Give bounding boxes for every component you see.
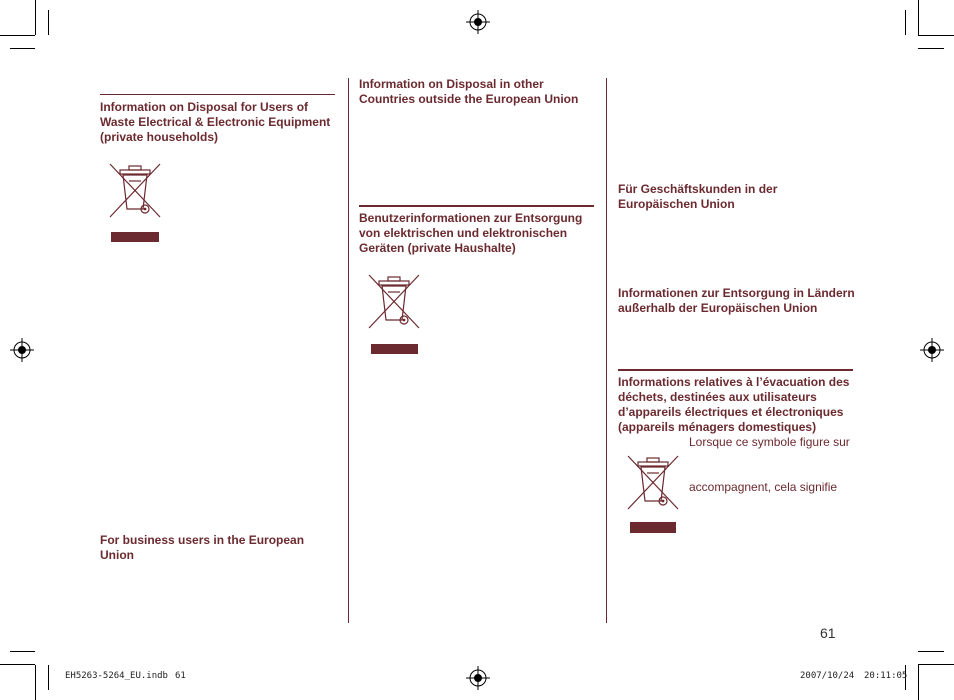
crop-mark <box>918 651 944 652</box>
crop-mark <box>918 48 944 49</box>
registration-mark-icon <box>466 666 490 690</box>
body-text-line: Lorsque ce symbole figure sur <box>689 435 850 449</box>
geschaeftskunden-heading: Für Geschäftskunden in der Europäischen Union <box>618 182 778 211</box>
slug-date: 2007/10/24 <box>800 671 855 681</box>
crop-mark <box>918 35 954 36</box>
entsorgung-ausserhalb-heading: Informationen zur Entsorgung in Ländern außerhalb der Europäischen Union <box>618 286 855 315</box>
crop-mark <box>48 665 49 690</box>
crop-mark <box>35 0 36 35</box>
crossed-out-wheelie-bin-icon <box>366 272 422 330</box>
crop-mark <box>918 0 919 35</box>
crop-mark <box>905 10 906 35</box>
business-eu-heading: For business users in the European Union <box>100 533 305 562</box>
crop-mark <box>0 35 35 36</box>
page-number: 61 <box>820 625 836 641</box>
body-text-line: accompagnent, cela signifie <box>689 480 838 494</box>
slug-time: 20:11:05 <box>864 671 908 681</box>
benutzerinformationen-heading: Benutzerinformationen zur Entsorgung von elektrischen und elektronischen Geräten (private Haushalte) <box>359 211 583 255</box>
slug-filename: EH5263-5264_EU.indb <box>65 671 168 681</box>
column-divider <box>348 78 349 623</box>
informations-relatives-heading: Informations relatives à l’évacuation des déchets, destinées aux utilisateurs d’appareils électriques et électroniques (appareils ménagers domestiques) <box>618 375 850 434</box>
crop-mark <box>10 651 35 652</box>
crop-mark <box>48 10 49 35</box>
slug-page: 61 <box>175 671 186 681</box>
registration-mark-icon <box>920 338 944 362</box>
disposal-outside-eu-heading: Information on Disposal in other Countries outside the European Union <box>359 77 579 106</box>
bin-underline-bar <box>630 522 676 533</box>
crop-mark <box>918 664 954 665</box>
crop-mark <box>918 665 919 700</box>
bin-underline-bar <box>111 232 159 242</box>
crossed-out-wheelie-bin-icon <box>625 453 681 511</box>
crossed-out-wheelie-bin-icon <box>107 161 163 219</box>
section-rule <box>618 369 853 371</box>
registration-mark-icon <box>466 10 490 34</box>
bin-underline-bar <box>371 344 418 354</box>
disposal-private-heading: Information on Disposal for Users of Waste Electrical & Electronic Equipment (private households) <box>100 100 331 144</box>
crop-mark <box>0 664 35 665</box>
crop-mark <box>10 48 35 49</box>
section-rule <box>359 205 594 207</box>
crop-mark <box>35 665 36 700</box>
registration-mark-icon <box>10 338 34 362</box>
column-divider <box>606 78 607 623</box>
section-rule <box>100 94 335 95</box>
